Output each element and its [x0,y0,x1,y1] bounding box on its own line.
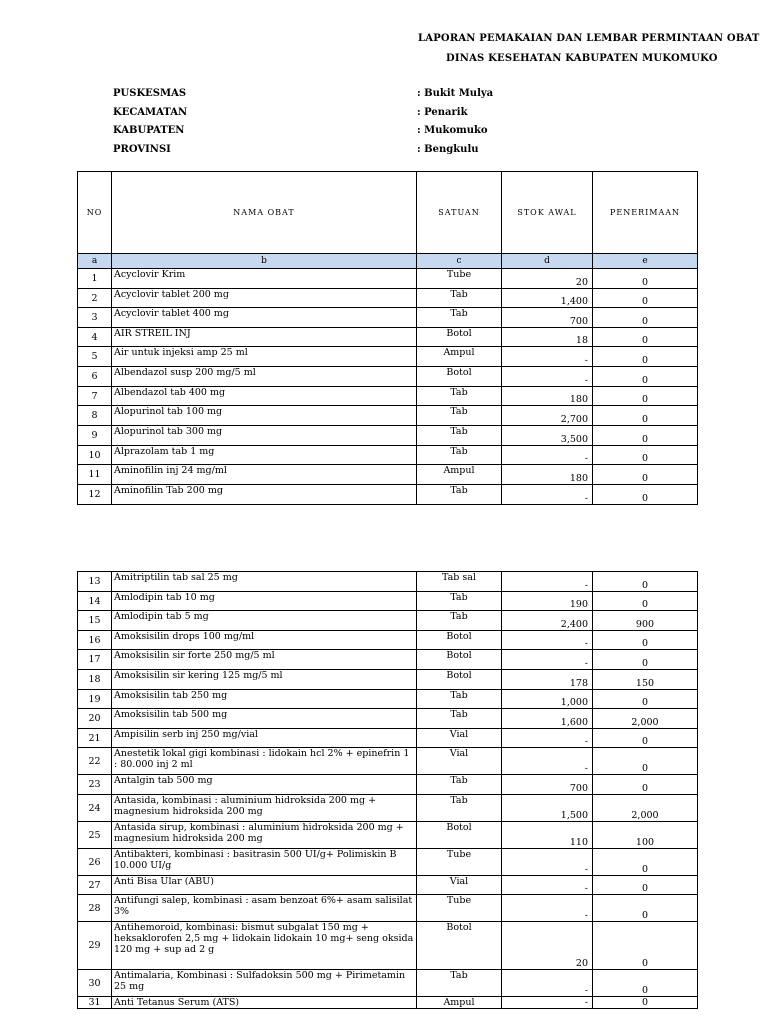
row-nama-obat: Aminofilin Tab 200 mg [112,485,417,505]
table-row [78,328,698,347]
row-penerimaan: 0 [593,970,698,997]
row-nama-obat: Anti Tetanus Serum (ATS) [112,997,417,1009]
row-stok-awal: - [502,748,593,775]
row-stok-awal: - [502,970,593,997]
table-row [78,367,698,387]
info-value: : Bengkulu [417,144,479,155]
row-no: 20 [78,709,112,729]
row-satuan: Tab [417,485,502,505]
row-nama-obat: Albendazol tab 400 mg [112,387,417,406]
row-no: 14 [78,592,112,611]
header-penerimaan: PENERIMAAN [593,172,698,254]
row-stok-awal: - [502,849,593,876]
header-stok-awal: STOK AWAL [502,172,593,254]
row-no: 24 [78,795,112,822]
table-row [78,775,698,795]
table-row [78,650,698,670]
row-stok-awal: - [502,572,593,592]
row-stok-awal: - [502,997,593,1009]
col-letter: d [502,254,593,269]
row-penerimaan: 0 [593,775,698,795]
row-stok-awal: - [502,485,593,505]
row-penerimaan: 0 [593,347,698,367]
row-satuan: Botol [417,670,502,690]
info-label: PUSKESMAS [113,88,187,99]
row-nama-obat: Ampisilin serb inj 250 mg/vial [112,729,417,748]
row-penerimaan: 2,000 [593,795,698,822]
row-penerimaan: 0 [593,269,698,289]
row-stok-awal: 1,400 [502,289,593,308]
row-no: 9 [78,426,112,446]
table-row [78,572,698,592]
row-nama-obat: Amoksisilin tab 250 mg [112,690,417,709]
info-label: PROVINSI [113,144,171,155]
row-no: 12 [78,485,112,505]
col-letter: a [78,254,112,269]
table-row [78,748,698,775]
table-row [78,795,698,822]
row-penerimaan: 0 [593,572,698,592]
table-row [78,485,698,505]
row-stok-awal: - [502,347,593,367]
row-stok-awal: 110 [502,822,593,849]
row-nama-obat: Antihemoroid, kombinasi: bismut subgalat 150 mg + heksaklorofen 2,5 mg + lidokain lidokain 10 mg+ seng oksida 120 mg + sup ad 2 g [112,922,417,970]
row-stok-awal: - [502,876,593,895]
table-row [78,347,698,367]
row-nama-obat: Alprazolam tab 1 mg [112,446,417,465]
info-value: : Mukomuko [417,125,488,136]
table-row [78,922,698,970]
row-satuan: Vial [417,876,502,895]
header-no: NO [78,172,112,254]
row-penerimaan: 0 [593,387,698,406]
row-stok-awal: 20 [502,269,593,289]
row-satuan: Botol [417,650,502,670]
row-satuan: Botol [417,822,502,849]
info-value: : Bukit Mulya [417,88,494,99]
row-satuan: Vial [417,748,502,775]
row-penerimaan: 900 [593,611,698,631]
row-satuan: Tube [417,849,502,876]
report-subtitle: DINAS KESEHATAN KABUPATEN MUKOMUKO [446,53,718,64]
row-nama-obat: Acyclovir tablet 400 mg [112,308,417,328]
row-penerimaan: 0 [593,729,698,748]
row-stok-awal: 18 [502,328,593,347]
table-row [78,970,698,997]
row-no: 23 [78,775,112,795]
row-penerimaan: 100 [593,822,698,849]
report-title: LAPORAN PEMAKAIAN DAN LEMBAR PERMINTAAN OBAT [418,33,760,44]
row-no: 25 [78,822,112,849]
row-penerimaan: 0 [593,849,698,876]
table-row [78,406,698,426]
row-penerimaan: 0 [593,485,698,505]
row-no: 21 [78,729,112,748]
row-satuan: Tab [417,446,502,465]
row-stok-awal: 1,600 [502,709,593,729]
table-row [78,426,698,446]
row-stok-awal: 20 [502,922,593,970]
row-satuan: Tab [417,795,502,822]
row-nama-obat: Anestetik lokal gigi kombinasi : lidokain hcl 2% + epinefrin 1 : 80.000 inj 2 ml [112,748,417,775]
row-no: 6 [78,367,112,387]
row-no: 30 [78,970,112,997]
row-satuan: Tab [417,592,502,611]
row-stok-awal: 180 [502,465,593,485]
row-penerimaan: 0 [593,308,698,328]
row-stok-awal: 700 [502,775,593,795]
row-penerimaan: 0 [593,895,698,922]
row-satuan: Botol [417,922,502,970]
row-penerimaan: 0 [593,631,698,650]
row-satuan: Tube [417,895,502,922]
table-row [78,631,698,650]
row-penerimaan: 0 [593,289,698,308]
row-no: 18 [78,670,112,690]
row-no: 16 [78,631,112,650]
row-satuan: Tab [417,775,502,795]
row-satuan: Ampul [417,465,502,485]
row-penerimaan: 0 [593,997,698,1009]
info-label: KABUPATEN [113,125,185,136]
table-row [78,670,698,690]
row-stok-awal: - [502,446,593,465]
row-nama-obat: Amitriptilin tab sal 25 mg [112,572,417,592]
row-stok-awal: - [502,650,593,670]
row-satuan: Tube [417,269,502,289]
row-satuan: Tab [417,426,502,446]
row-stok-awal: 180 [502,387,593,406]
table-row [78,895,698,922]
column-letter-row [78,254,698,269]
row-satuan: Ampul [417,997,502,1009]
medicine-table-continued [77,571,698,1009]
row-nama-obat: Antasida sirup, kombinasi : aluminium hidroksida 200 mg + magnesium hidroksida 200 mg [112,822,417,849]
table-row [78,289,698,308]
table-row [78,729,698,748]
table-row [78,465,698,485]
table-row [78,709,698,729]
row-stok-awal: - [502,895,593,922]
row-stok-awal: - [502,729,593,748]
row-satuan: Tab sal [417,572,502,592]
row-nama-obat: Amlodipin tab 10 mg [112,592,417,611]
row-satuan: Tab [417,690,502,709]
row-penerimaan: 0 [593,465,698,485]
row-satuan: Tab [417,308,502,328]
col-letter: c [417,254,502,269]
row-satuan: Botol [417,631,502,650]
row-nama-obat: Antalgin tab 500 mg [112,775,417,795]
row-nama-obat: Antifungi salep, kombinasi : asam benzoat 6%+ asam salisilat 3% [112,895,417,922]
col-letter: b [112,254,417,269]
row-stok-awal: 178 [502,670,593,690]
table-row [78,308,698,328]
row-nama-obat: Alopurinol tab 300 mg [112,426,417,446]
row-no: 8 [78,406,112,426]
row-penerimaan: 0 [593,367,698,387]
row-nama-obat: Amoksisilin sir kering 125 mg/5 ml [112,670,417,690]
row-nama-obat: Anti Bisa Ular (ABU) [112,876,417,895]
row-satuan: Tab [417,406,502,426]
row-nama-obat: Air untuk injeksi amp 25 ml [112,347,417,367]
row-no: 15 [78,611,112,631]
row-penerimaan: 0 [593,690,698,709]
row-nama-obat: Albendazol susp 200 mg/5 ml [112,367,417,387]
table-row [78,269,698,289]
row-no: 4 [78,328,112,347]
row-stok-awal: 2,400 [502,611,593,631]
table-row [78,592,698,611]
table-row [78,822,698,849]
row-penerimaan: 0 [593,426,698,446]
row-stok-awal: 190 [502,592,593,611]
row-satuan: Tab [417,611,502,631]
row-no: 13 [78,572,112,592]
table-row [78,387,698,406]
row-satuan: Tab [417,387,502,406]
row-stok-awal: - [502,367,593,387]
row-nama-obat: Amoksisilin sir forte 250 mg/5 ml [112,650,417,670]
row-penerimaan: 0 [593,592,698,611]
row-no: 11 [78,465,112,485]
row-penerimaan: 0 [593,748,698,775]
row-no: 22 [78,748,112,775]
row-nama-obat: Amoksisilin tab 500 mg [112,709,417,729]
row-nama-obat: Amoksisilin drops 100 mg/ml [112,631,417,650]
row-nama-obat: Aminofilin inj 24 mg/ml [112,465,417,485]
row-stok-awal: 700 [502,308,593,328]
row-stok-awal: 3,500 [502,426,593,446]
row-satuan: Vial [417,729,502,748]
row-no: 3 [78,308,112,328]
row-no: 31 [78,997,112,1009]
row-penerimaan: 150 [593,670,698,690]
row-penerimaan: 0 [593,446,698,465]
row-nama-obat: Antasida, kombinasi : aluminium hidroksida 200 mg + magnesium hidroksida 200 mg [112,795,417,822]
header-satuan: SATUAN [417,172,502,254]
info-label: KECAMATAN [113,107,188,118]
row-nama-obat: Acyclovir Krim [112,269,417,289]
row-penerimaan: 0 [593,876,698,895]
row-no: 26 [78,849,112,876]
row-satuan: Tab [417,289,502,308]
table-row [78,690,698,709]
row-stok-awal: 1,500 [502,795,593,822]
row-stok-awal: 2,700 [502,406,593,426]
row-nama-obat: Antibakteri, kombinasi : basitrasin 500 UI/g+ Polimiskin B 10.000 UI/g [112,849,417,876]
medicine-table [77,171,698,505]
row-no: 28 [78,895,112,922]
row-satuan: Ampul [417,347,502,367]
table-row [78,446,698,465]
row-penerimaan: 0 [593,922,698,970]
row-penerimaan: 0 [593,650,698,670]
table-header-row [78,172,698,254]
row-no: 5 [78,347,112,367]
row-satuan: Tab [417,970,502,997]
row-nama-obat: Acyclovir tablet 200 mg [112,289,417,308]
row-stok-awal: - [502,631,593,650]
row-penerimaan: 0 [593,328,698,347]
table-row [78,849,698,876]
row-no: 2 [78,289,112,308]
row-no: 17 [78,650,112,670]
table-row [78,997,698,1009]
table-row [78,876,698,895]
row-satuan: Botol [417,328,502,347]
row-satuan: Botol [417,367,502,387]
row-no: 10 [78,446,112,465]
info-value: : Penarik [417,107,468,118]
row-nama-obat: AIR STREIL INJ [112,328,417,347]
col-letter: e [593,254,698,269]
row-no: 29 [78,922,112,970]
row-no: 27 [78,876,112,895]
row-nama-obat: Alopurinol tab 100 mg [112,406,417,426]
row-penerimaan: 0 [593,406,698,426]
row-no: 7 [78,387,112,406]
row-satuan: Tab [417,709,502,729]
row-penerimaan: 2,000 [593,709,698,729]
row-no: 1 [78,269,112,289]
row-stok-awal: 1,000 [502,690,593,709]
table-row [78,611,698,631]
row-nama-obat: Amlodipin tab 5 mg [112,611,417,631]
row-no: 19 [78,690,112,709]
header-nama-obat: NAMA OBAT [112,172,417,254]
row-nama-obat: Antimalaria, Kombinasi : Sulfadoksin 500 mg + Pirimetamin 25 mg [112,970,417,997]
